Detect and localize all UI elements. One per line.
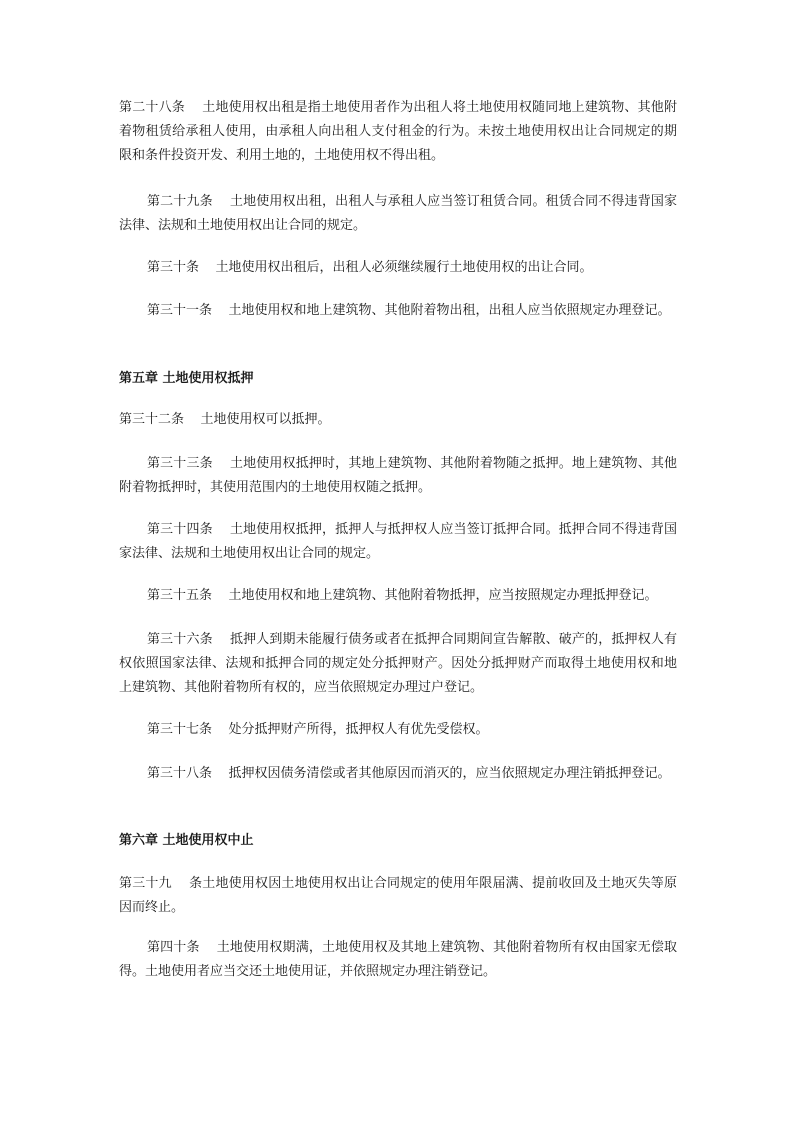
article-number: 第三十二条	[119, 412, 185, 427]
article-32	[119, 408, 677, 432]
article-text: 土地使用权期满，土地使用权及其地上建筑物、其他附着物所有权由国家无偿取得。土地使用者应当交还土地使用证，并依照规定办理注销登记。	[119, 940, 677, 979]
article-39	[119, 872, 677, 920]
article-number: 第二十九条	[147, 194, 213, 209]
article-31	[119, 299, 677, 323]
article-text: 处分抵押财产所得，抵押权人有优先受偿权。	[228, 722, 489, 737]
article-40	[119, 936, 677, 984]
article-text: 土地使用权可以抵押。	[200, 412, 331, 427]
article-number: 第三十八条	[147, 766, 213, 781]
article-text: 土地使用权出租是指土地使用者作为出租人将土地使用权随同地上建筑物、其他附着物租赁给承租人使用，由承租人向出租人支付租金的行为。未按土地使用权出让合同规定的期限和条件投资开发、利用土地的，土地使用权不得出租。	[119, 100, 677, 163]
article-number: 第三十九	[119, 876, 172, 891]
article-38	[119, 762, 677, 786]
chapter-5-heading: 第五章 土地使用权抵押	[119, 371, 254, 386]
article-number: 第三十条	[147, 260, 200, 275]
article-text: 抵押权因债务清偿或者其他原因而消灭的，应当依照规定办理注销抵押登记。	[228, 766, 671, 781]
article-text: 土地使用权抵押，抵押人与抵押权人应当签订抵押合同。抵押合同不得违背国家法律、法规和土地使用权出让合同的规定。	[119, 522, 677, 561]
article-number: 第三十三条	[147, 456, 213, 471]
article-number: 第三十一条	[147, 303, 213, 318]
article-text: 土地使用权出租后，出租人必须继续履行土地使用权的出让合同。	[215, 260, 593, 275]
article-text: 土地使用权和地上建筑物、其他附着物出租，出租人应当依照规定办理登记。	[228, 303, 671, 318]
article-number: 第三十四条	[147, 522, 213, 537]
article-number: 第三十五条	[147, 588, 213, 603]
article-37	[119, 718, 677, 742]
article-number: 第二十八条	[119, 100, 185, 115]
article-text: 土地使用权出租，出租人与承租人应当签订租赁合同。租赁合同不得违背国家法律、法规和土地使用权出让合同的规定。	[119, 194, 677, 233]
article-text: 抵押人到期未能履行债务或者在抵押合同期间宣告解散、破产的，抵押权人有权依照国家法律、法规和抵押合同的规定处分抵押财产。因处分抵押财产而取得土地使用权和地上建筑物、其他附着物所有权的，应当依照规定办理过户登记。	[119, 632, 677, 695]
article-text: 土地使用权抵押时，其地上建筑物、其他附着物随之抵押。地上建筑物、其他附着物抵押时，其使用范围内的土地使用权随之抵押。	[119, 456, 677, 495]
article-34	[119, 518, 677, 566]
article-33	[119, 452, 677, 500]
article-35	[119, 584, 677, 608]
article-text: 条土地使用权因土地使用权出让合同规定的使用年限届满、提前收回及土地灭失等原因而终止。	[119, 876, 677, 915]
chapter-6-heading: 第六章 土地使用权中止	[119, 833, 254, 848]
article-number: 第三十七条	[147, 722, 213, 737]
article-36	[119, 628, 677, 700]
article-28	[119, 96, 677, 168]
article-number: 第四十条	[147, 940, 200, 955]
article-30	[119, 256, 677, 280]
article-text: 土地使用权和地上建筑物、其他附着物抵押，应当按照规定办理抵押登记。	[228, 588, 658, 603]
article-29	[119, 190, 677, 238]
article-number: 第三十六条	[147, 632, 213, 647]
